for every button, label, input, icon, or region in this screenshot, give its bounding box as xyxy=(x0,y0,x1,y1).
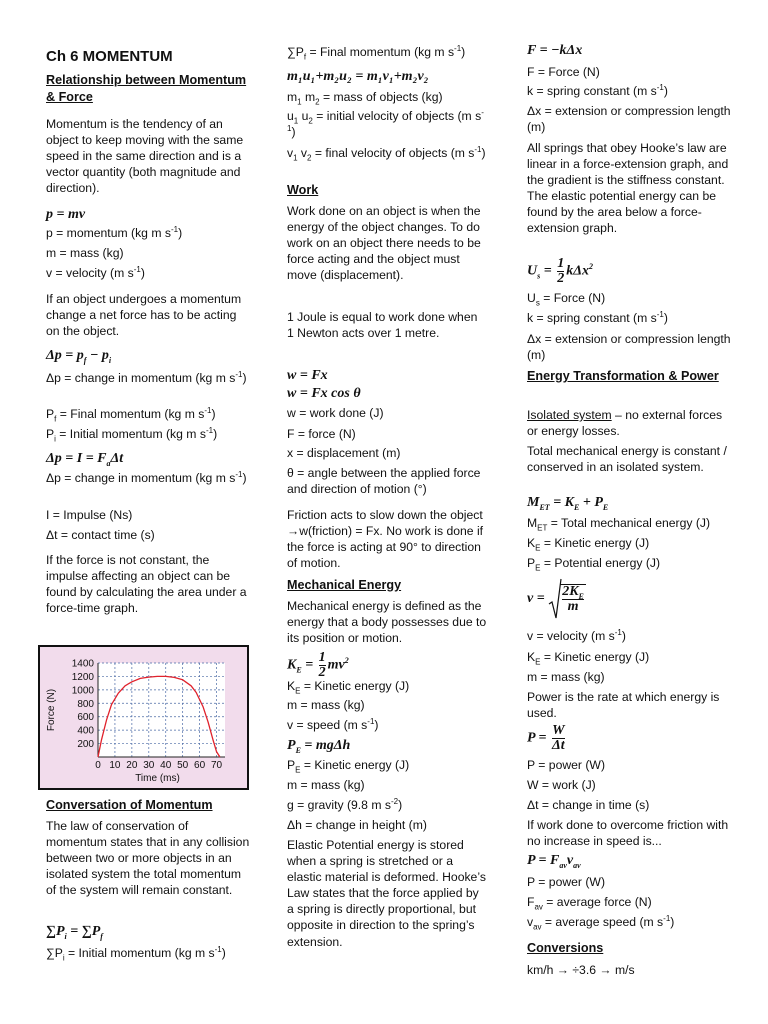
definition-gravity: g = gravity (9.8 m $s^{-2}$) xyxy=(287,796,403,812)
definition-power-2: P = power (W) xyxy=(527,875,605,889)
equation-impulse: $\Delta p = I = F_a\Delta t$ xyxy=(46,451,124,468)
definition-masses: $m_1$ $m_2$ = mass of objects (kg) xyxy=(287,90,443,107)
definition-mass: m = mass (kg) xyxy=(46,246,124,260)
paragraph-power: Power is the rate at which energy is used. xyxy=(527,690,720,721)
paragraph-work: Work done on an object is when the energy of the object changes. To do work on an object there needs to be force acting and the object must move (displacement). xyxy=(287,204,481,283)
y-tick-label: 1000 xyxy=(71,685,94,697)
paragraph-friction-power: If work done to overcome friction with no increase in speed is... xyxy=(527,818,729,849)
equation-delta-p: $\Delta p = p_f - p_i$ xyxy=(46,348,112,365)
equation-elastic-energy: $U_s$ = $\frac{1}{2}$ kΔx$^2$ xyxy=(527,256,594,286)
equation-sum-momentum: $\sum P_i = \sum P_f$ xyxy=(46,924,103,941)
x-tick-label: 40 xyxy=(160,760,172,771)
definition-final-velocity: $v_1$ $v_2$ = final velocity of objects (m $s^{-1}$) xyxy=(287,144,486,163)
paragraph-springs: All springs that obey Hooke’s law are linear in a force-extension graph, and the gradient is the stiffness constant. The elastic potential energy can be found by the area below a force-extension graph. xyxy=(527,141,729,236)
definition-pe: $P_E$ = Potential energy (J) xyxy=(527,556,661,573)
equation-hooke: F = −kΔx xyxy=(527,43,583,58)
x-tick-label: 0 xyxy=(95,760,101,771)
definition-initial-velocity: $u_1$ $u_2$ = initial velocity of objects (m $s^{-1}$) xyxy=(287,107,484,140)
heading-conversions: Conversions xyxy=(527,941,604,955)
paragraph-not-constant: If the force is not constant, the impulse affecting an object can be found by calculating the area under a force-time graph. xyxy=(46,553,247,616)
definition-average-force: $F_{av}$ = average force (N) xyxy=(527,895,652,912)
heading-conservation: Conversation of Momentum xyxy=(46,798,213,812)
equation-p-mv: p = mv xyxy=(46,207,86,222)
equation-potential: $P_E = mg\Delta h$ xyxy=(287,738,351,755)
definition-ke-2: $K_E$ = Kinetic energy (J) xyxy=(527,650,650,667)
definition-average-speed: $v_{av}$ = average speed (m $s^{-1}$) xyxy=(527,913,675,932)
heading-energy-transformation: Energy Transformation & Power xyxy=(527,369,719,383)
x-tick-label: 20 xyxy=(126,760,138,771)
x-tick-label: 30 xyxy=(143,760,155,771)
y-tick-label: 800 xyxy=(77,698,94,710)
definition-kinetic: $K_E$ = Kinetic energy (J) xyxy=(287,679,410,696)
heading-mechanical-energy: Mechanical Energy xyxy=(287,578,402,592)
paragraph-momentum: Momentum is the tendency of an object to keep moving with the same speed in the same direction and is a vector quantity (both magnitude and direction). xyxy=(46,117,244,196)
definition-displacement: x = displacement (m) xyxy=(287,446,401,460)
chart-svg xyxy=(40,647,247,788)
definition-time: Δt = change in time (s) xyxy=(527,798,650,812)
definition-sum-final: $\sum P_f$ = Final momentum (kg m $s^{-1}$) xyxy=(287,43,466,62)
definition-final-momentum: $P_f$ = Final momentum (kg m $s^{-1}$) xyxy=(46,405,216,424)
definition-spring-constant-2: k = spring constant (m $s^{-1}$) xyxy=(527,309,668,325)
definition-ke: $K_E$ = Kinetic energy (J) xyxy=(527,536,650,553)
x-axis-label: Time (ms) xyxy=(135,773,180,784)
plot-area xyxy=(98,663,225,757)
definition-power: P = power (W) xyxy=(527,758,605,772)
definition-us: $U_s$ = Force (N) xyxy=(527,291,606,308)
definition-sum-initial: $\sum P_i$ = Initial momentum (kg m $s^{-1}$) xyxy=(46,944,226,963)
paragraph-conservation: The law of conservation of momentum states that in any collision between two or more objects in an isolated system the total momentum of the system will remain constant. xyxy=(46,819,250,898)
equation-velocity: v = $\frac{2K_E}{m}$ xyxy=(527,578,732,620)
x-tick-label: 50 xyxy=(177,760,189,771)
definition-met: $M_{ET}$ = Total mechanical energy (J) xyxy=(527,516,711,533)
y-tick-label: 1200 xyxy=(71,671,94,683)
paragraph-elastic: Elastic Potential energy is stored when a spring is stretched or a elastic material is deformed. Hooke’s Law states that the force applied by a spring is directly proportional, but opposite in direction to the spring’s extension. xyxy=(287,838,486,949)
definition-speed: v = speed (m $s^{-1}$) xyxy=(287,716,379,732)
y-tick-label: 400 xyxy=(77,725,94,737)
force-time-chart xyxy=(38,645,249,790)
paragraph-mechanical: Mechanical energy is defined as the energy that a body possesses due to its position or motion. xyxy=(287,599,487,646)
definition-force: F = Force (N) xyxy=(527,65,600,79)
paragraph-total-energy: Total mechanical energy is constant / conserved in an isolated system. xyxy=(527,444,727,475)
definition-potential: $P_E$ = Kinetic energy (J) xyxy=(287,758,410,775)
y-axis-label: Force (N) xyxy=(46,688,57,732)
definition-spring-constant: k = spring constant (m $s^{-1}$) xyxy=(527,82,668,98)
definition-mass: m = mass (kg) xyxy=(527,670,605,684)
definition-impulse: I = Impulse (Ns) xyxy=(46,508,133,522)
paragraph-net-force: If an object undergoes a momentum change a net force has to be acting on the object. xyxy=(46,292,242,339)
equation-work-cos: w = Fx cos θ xyxy=(287,386,361,401)
definition-angle: θ = angle between the applied force and direction of motion (°) xyxy=(287,466,481,497)
paragraph-friction: Friction acts to slow down the object →w(friction) = Fx. No work is done if the force is acting at 90° to direction of motion. xyxy=(287,508,484,571)
equation-average-power: $P = F_{av}v_{av}$ xyxy=(527,853,581,870)
definition-force: F = force (N) xyxy=(287,427,356,441)
y-tick-label: 200 xyxy=(77,739,94,751)
definition-height: Δh = change in height (m) xyxy=(287,818,427,832)
definition-mass-2: m = mass (kg) xyxy=(287,778,365,792)
page-title: Ch 6 MOMENTUM xyxy=(46,48,173,65)
definition-initial-momentum: $P_i$ = Initial momentum (kg m $s^{-1}$) xyxy=(46,425,218,444)
equation-kinetic: $K_E$ = $\frac{1}{2}$ $mv^2$ xyxy=(287,650,349,680)
definition-delta-p: Δp = change in momentum (kg m $s^{-1}$) xyxy=(46,369,247,385)
definition-velocity: v = velocity (m $s^{-1}$) xyxy=(46,264,145,280)
equation-collision: m₁u₁+m₂u₂ = m₁v₁+m₂v₂ xyxy=(287,69,429,84)
equation-power: P = $\frac{W}{\Delta t}$ xyxy=(527,723,565,753)
x-tick-label: 60 xyxy=(194,760,206,771)
definition-extension-2: Δx = extension or compression length (m) xyxy=(527,332,731,363)
definition-mass: m = mass (kg) xyxy=(287,698,365,712)
definition-momentum: p = momentum (kg m $s^{-1}$) xyxy=(46,224,183,240)
definition-extension: Δx = extension or compression length (m) xyxy=(527,104,731,135)
paragraph-joule: 1 Joule is equal to work done when 1 Newton acts over 1 metre. xyxy=(287,310,478,341)
paragraph-isolated: Isolated system – no external forces or energy losses. xyxy=(527,408,723,439)
x-tick-label: 70 xyxy=(210,760,223,771)
equation-work: w = Fx xyxy=(287,368,328,383)
equation-mechanical-total: $M_{ET} = K_E + P_E$ xyxy=(527,495,609,512)
heading-work: Work xyxy=(287,183,319,197)
heading-relationship: Relationship between Momentum & Force xyxy=(46,73,247,104)
definition-velocity: v = velocity (m $s^{-1}$) xyxy=(527,627,626,643)
conversion-kmh-ms: km/h → ÷3.6 → m/s xyxy=(527,963,635,977)
y-tick-label: 600 xyxy=(77,712,94,724)
definition-work: W = work (J) xyxy=(527,778,596,792)
definition-work: w = work done (J) xyxy=(287,406,384,420)
y-tick-label: 1400 xyxy=(71,658,94,670)
definition-contact-time: Δt = contact time (s) xyxy=(46,528,155,542)
x-tick-label: 10 xyxy=(109,760,121,771)
definition-delta-p-2: Δp = change in momentum (kg m $s^{-1}$) xyxy=(46,469,247,485)
